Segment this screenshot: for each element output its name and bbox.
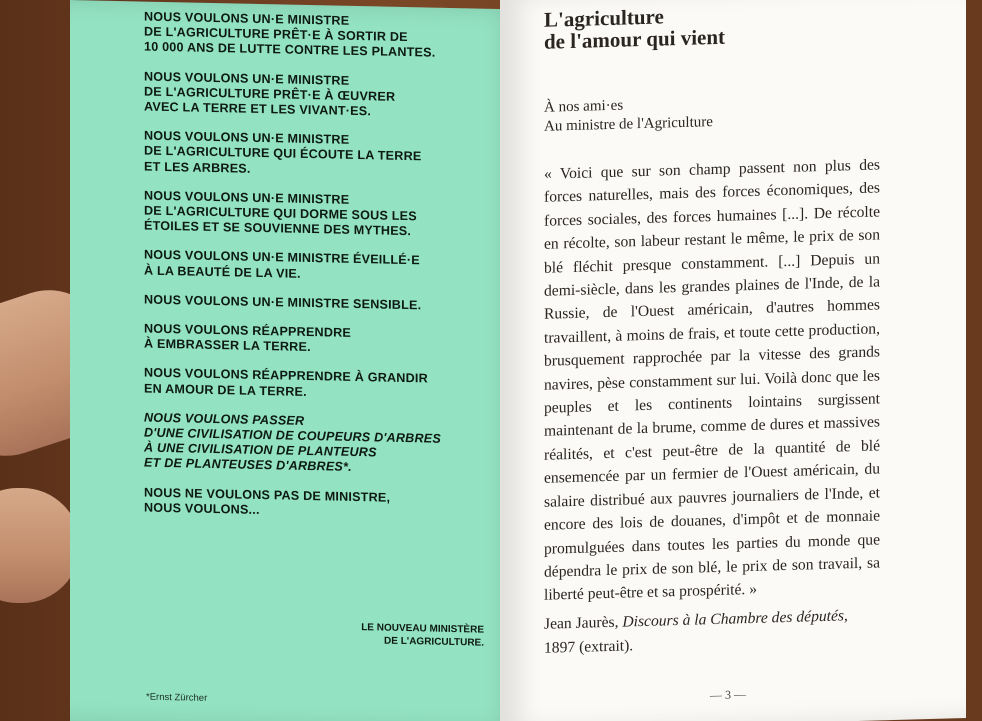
attribution-work: Discours à la Chambre des députés [622,607,844,631]
title-line-1: L'agriculture [544,4,664,32]
manifesto-block-6: NOUS VOULONS UN·E MINISTRE SENSIBLE. [144,292,422,313]
manifesto-column [144,10,524,538]
manifesto-block-2: NOUS VOULONS UN·E MINISTRE DE L'AGRICULTURE PRÊT·E À ŒUVRER AVEC LA TERRE ET LES VIVANT·ES. [144,69,396,119]
page-title [544,0,880,53]
manifesto-block-7: NOUS VOULONS RÉAPPRENDRE À EMBRASSER LA TERRE. [144,321,352,355]
left-page-green [70,0,522,721]
attribution [544,604,880,660]
manifesto-block-3: NOUS VOULONS UN·E MINISTRE DE L'AGRICULTURE QUI ÉCOUTE LA TERRE ET LES ARBRES. [144,128,422,176]
attribution-author: Jean Jaurès, [544,613,623,634]
attribution-tail: , [844,607,848,625]
dedication-line-2: Au ministre de l'Agriculture [544,114,713,135]
right-page-white [500,0,966,721]
manifesto-block-8: NOUS VOULONS RÉAPPRENDRE À GRANDIR EN AMOUR DE LA TERRE. [144,366,428,399]
manifesto-block-4: NOUS VOULONS UN·E MINISTRE DE L'AGRICULTURE QUI DORME SOUS LES ÉTOILES ET SE SOUVIENNE DES MYTHES. [144,188,417,239]
manifesto-block-1: NOUS VOULONS UN·E MINISTRE DE L'AGRICULTURE PRÊT·E À SORTIR DE 10 000 ANS DE LUTTE CONTRE LES PLANTES. [144,9,436,61]
finger-lower [0,488,80,603]
signature: LE NOUVEAU MINISTÈRE DE L'AGRICULTURE. [361,622,484,649]
manifesto-block-10: NOUS NE VOULONS PAS DE MINISTRE, NOUS VOULONS... [144,485,391,517]
right-page-content [544,0,880,660]
manifesto-block-5: NOUS VOULONS UN·E MINISTRE ÉVEILLÉ·E À LA BEAUTÉ DE LA VIE. [144,247,420,281]
page-number: — 3 — [710,687,746,703]
footnote: *Ernst Zürcher [146,691,208,704]
dedication-line-1: À nos ami·es [544,97,624,116]
manifesto-block-9: NOUS VOULONS PASSER D'UNE CIVILISATION DE COUPEURS D'ARBRES À UNE CIVILISATION DE PLANTEURS ET DE PLANTEUSES D'ARBRES*. [144,410,441,475]
attribution-year: 1897 (extrait). [544,636,634,657]
title-line-2: de l'amour qui vient [544,24,726,54]
dedication [544,89,880,136]
jaures-quote: « Voici que sur son champ passent non plus des forces naturelles, mais des forces économiques, des forces sociales, des forces humaines [...]. De récolte en récolte, son labeur restant le même, le prix de son blé fléchit presque constamment. [...] Depuis un demi-siècle, dans les grandes plaines de l'Inde, de la Russie, de l'Ouest américain, d'autres hommes travaillent, à moins de frais, et toute cette production, brusquement rapprochée par la vitesse des grands navires, pèse constamment sur lui. Voilà donc que les peuples et les continents lointains surgissent maintenant de la brume, comme de dures et massives réalités, et c'est peut-être de la quantité de blé ensemencée par un fermier de l'Ouest américain, du salaire distribué aux pauvres journaliers de l'Inde, et encore des lois de douanes, d'impôt et de monnaie promulguées dans toutes les parties du monde que dépendra le prix de son blé, le prix de son travail, sa liberté peut-être et sa prospérité. » [544,156,880,605]
